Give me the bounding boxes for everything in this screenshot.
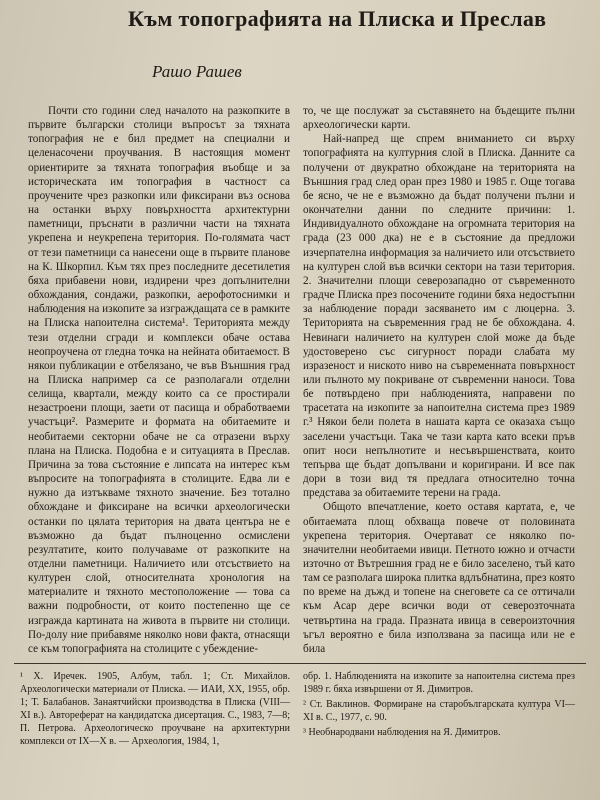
- footnote: ³ Необнародвани наблюдения на Я. Димитров.: [303, 727, 501, 738]
- footnotes-right: [303, 670, 575, 741]
- footnote-divider: [14, 663, 586, 664]
- footnote: ¹ Х. Иречек. 1905, Албум, табл. 1; Ст. Михайлов. Археологически материали от Плиска. — ИАИ, ХХ, 1955, обр. 1; Т. Балабанов. Занаятчийски производства в Плиска (VIII—XI в.). Автореферат на кандидатска дисертация. С., 1983, 7—8; П. Петрова. Археологическо проучване на архитектурни комплекси от IX—X в. — Археология, 1984, 1,: [20, 671, 290, 747]
- body-column-right: [303, 104, 575, 656]
- author-name: Рашо Рашев: [152, 62, 242, 81]
- body-paragraph: Най-напред ще спрем вниманието си върху топографията на културния слой в Плиска. Данните са получени от двукратно обхождане на територията на Външния град след оран през 1980 и 1985 г. Още тогава бе ясно, че не е възможно да бъдат получени пълни и окончателни данни по следните причини: 1. Индивидуалното обхождане на огромната територия на града (23 000 дка) не е в състояние да предложи изчерпателна информация за наличието или отсъствието на културен слой във всички сектори на тази територия. 2. Значителни площи северозападно от съвременното градче Плиска през посочените години бяха недостъпни за наблюдение поради засяването им с люцерна. 3. Територията на съвременния град не бе обхождана. 4. Невинаги наличието на културен слой може да бъде удостоверено със сигурност поради слабата му изразеност и ниското ниво на съвременната повърхност или пълното му покриване от съвременни наноси. Това бе потвърдено при наблюденията, направени по трасетата на изкопите за напоителна система през 1989 г.³ Някои бели полета в нашата карта се оказаха също заселени участъци. Така че тази карта като всеки пръв опит носи непълнотите и несъвършенствата, които тепърва ще бъдат допълвани и коригирани. И все пак дори в този вид тя предлага относително точна представа за обитаемите терени на града.: [303, 133, 575, 500]
- body-paragraph: Почти сто години след началото на разкопките в първите български столици въпросът за тяхната топография не е бил предмет на специални и целенасочени проучвания. В настоящия момент ориентирите за тяхната топография въобще и за историческата им топография в частност са проучените чрез разкопки или фиксирани въз основа на останки върху повърхността архитектурни паметници, пръснати в различни части на тяхната укрепена и неукрепена територия. По-голямата част от тези паметници са нанесени още в първите планове на К. Шкорпил. Към тях през последните десетилетия бяха прибавени нови, издирени чрез допълнителни обхождания, сондажи, разкопки, аерофотоснимки и наблюдения на изкопите за изграждащата се в рамките на Плиска напоителна система¹. Територията между тези отделни сгради и комплекси обаче остава неопроучена от гледна точка на нейната обитаемост. В някои публикации е отбелязано, че във Външния град на Плиска например са се разполагали отделни селища, квартали, между които са се простирали незастроени площи, заети от пасища и обработваеми участъци². Размерите и формата на обитаемите и необитаеми секторни обаче не са отразени върху плана на Плиска. Подобна е и ситуацията в Преслав. Причина за това състояние е липсата на интерес към въпросите на топографията в столиците. Едва ли е нужно да изтъкваме тяхното значение. Без тотално обхождане и фиксиране на всички археологически останки по цялата територия на двата центъра не е възможно да бъдат пълноценно осмислени резултатите, които получаваме от разкопките на отделни паметници. Наличието или отсъствието на културен слой, относителната хронология на материалите и тяхното местоположение — това са важни подробности, от които постепенно ще се изгражда картината на живота в първите ни столици. По-долу ние прибавяме няколко нови факта, отнасящи се към топографията на столиците с убеждение-: [28, 105, 290, 655]
- footnotes-left: [20, 670, 290, 750]
- footnote: ² Ст. Ваклинов. Формиране на старобългарската култура VI—XI в. С., 1977, с. 90.: [303, 699, 575, 723]
- article-title: Към топографията на Плиска и Преслав: [128, 6, 547, 31]
- body-paragraph: Общото впечатление, което оставя картата, е, че обитаемата площ обхваща повече от половината укрепена територия. Очертават се няколко по-значителни необитаеми ивици. Петното южно и отчасти източно от Вътрешния град не е било заселено, тъй като там се разполага широка плитка вдлъбнатина, през която по време на дъжд и топене на снеговете са се оттичали към Асар дере всички води от северозточната четвъртина на града. Празната ивица в североизточния ъгъл вероятно е била използвана за пасища или не е била: [303, 501, 575, 655]
- body-paragraph-continued: то, че ще послужат за съставянето на бъдещите пълни археологически карти.: [303, 105, 575, 132]
- footnote-continued: обр. 1. Наблюденията на изкопите за напоителна система през 1989 г. бяха извършени от Я. Димитров.: [303, 671, 575, 695]
- body-column-left: [28, 104, 290, 656]
